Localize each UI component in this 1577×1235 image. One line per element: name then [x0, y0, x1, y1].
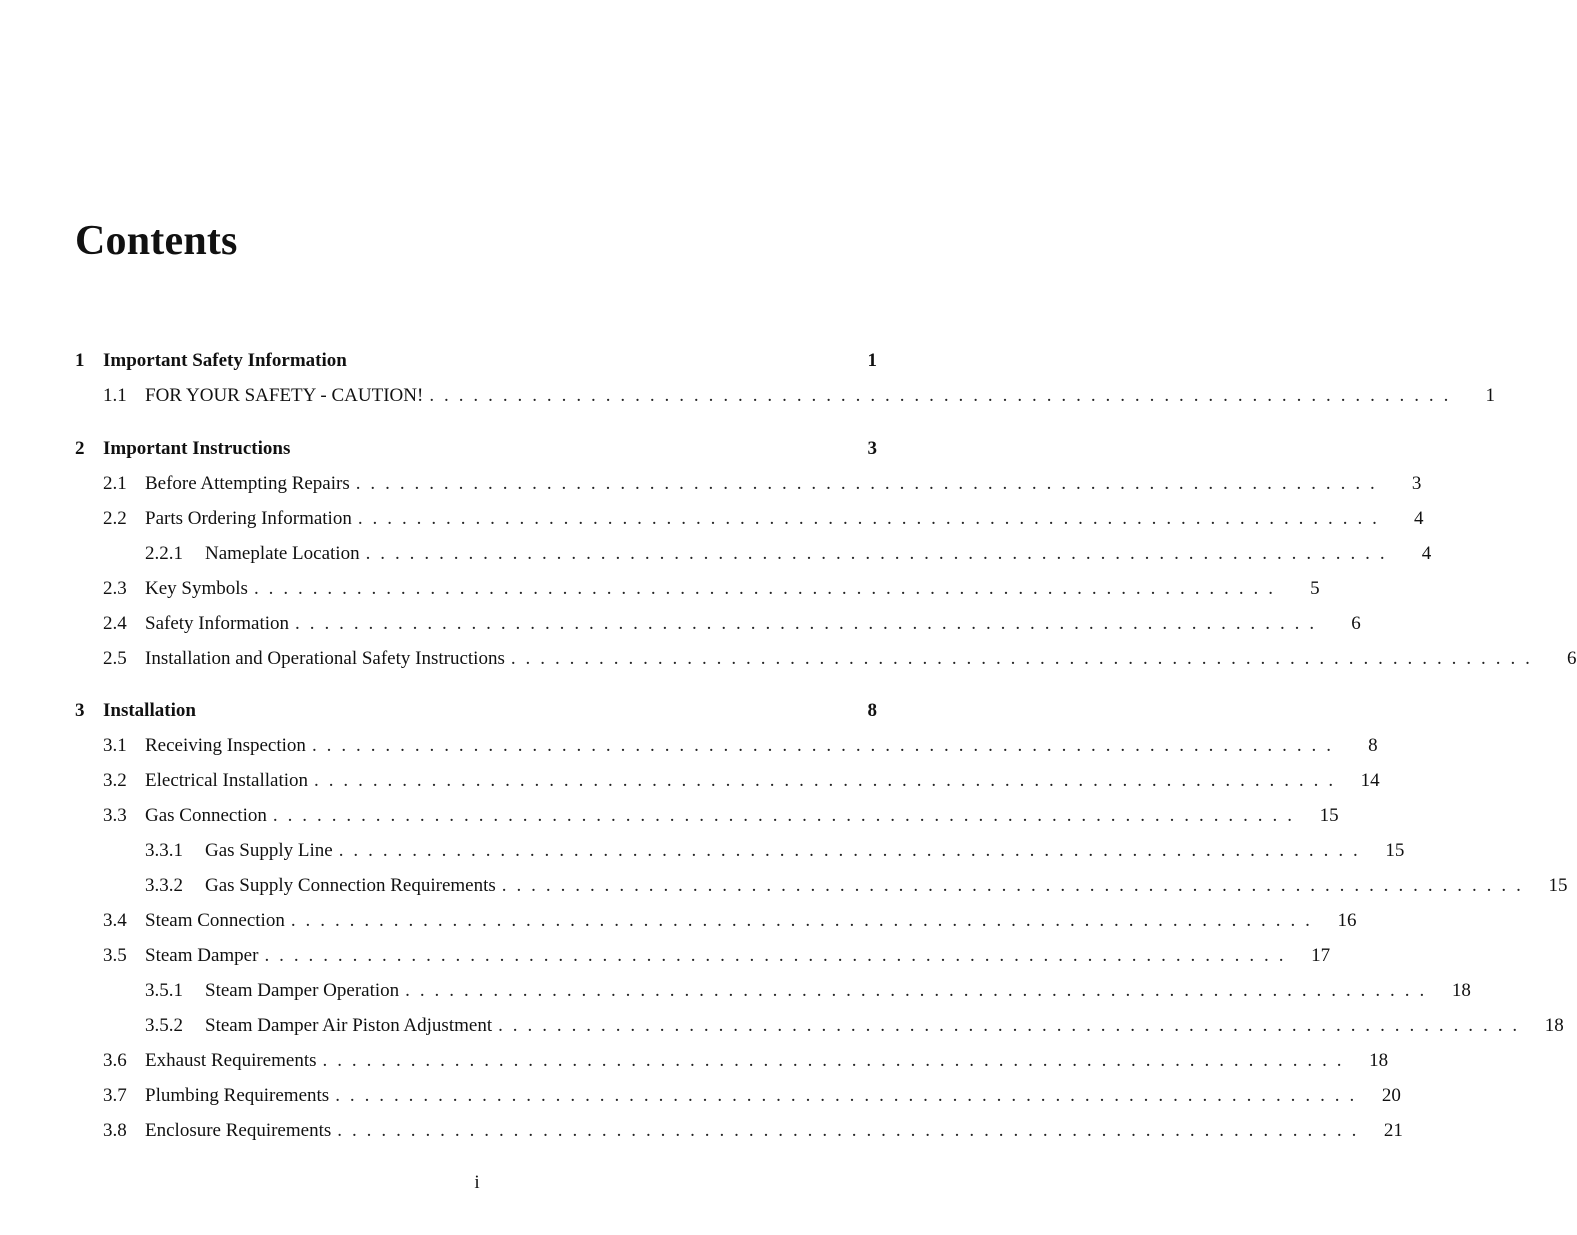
toc-entry-page: 8: [1368, 735, 1378, 756]
toc-entry-page: 1: [1485, 385, 1495, 406]
dot-leader: [306, 728, 1334, 763]
toc-entry-page: 15: [1319, 805, 1339, 826]
toc-entry-title: Safety Information: [145, 613, 290, 634]
toc-section-entry[interactable]: [75, 641, 1577, 676]
toc-entry-number: 3.7: [103, 1085, 127, 1106]
toc-entry-title: Gas Supply Line: [205, 840, 333, 861]
toc-entry-title: Receiving Inspection: [145, 735, 306, 756]
toc-entry-title: Important Instructions: [103, 438, 291, 459]
toc-entry-number: 1.1: [103, 385, 127, 406]
toc-entry-number: 3.6: [103, 1050, 127, 1071]
toc-section-entry[interactable]: [75, 606, 1361, 641]
dot-leader: [423, 378, 1451, 413]
toc-entry-title: Before Attempting Repairs: [145, 473, 350, 494]
dot-leader: [331, 1113, 1359, 1148]
toc-entry-number: 3.5: [103, 945, 127, 966]
toc-entry-title: Steam Damper Operation: [205, 980, 400, 1001]
toc-section-entry[interactable]: [75, 938, 1331, 973]
dot-leader: [329, 1078, 1357, 1113]
toc-entry-page: 21: [1383, 1120, 1403, 1141]
toc-entry-number: 3.8: [103, 1120, 127, 1141]
toc-entry-number: 3: [75, 700, 85, 721]
toc-entry-number: 3.3.1: [145, 840, 183, 861]
toc-entry-number: 3.1: [103, 735, 127, 756]
toc-section-entry[interactable]: [75, 728, 1378, 763]
dot-leader: [248, 571, 1276, 606]
toc-entry-number: 3.3.2: [145, 875, 183, 896]
dot-leader: [267, 798, 1295, 833]
toc-section-entry[interactable]: [75, 466, 1422, 501]
toc-entry-title: FOR YOUR SAFETY - CAUTION!: [145, 385, 424, 406]
toc-entry-title: Steam Damper: [145, 945, 259, 966]
toc-entry-number: 2.1: [103, 473, 127, 494]
toc-entry-number: 3.5.1: [145, 980, 183, 1001]
toc-entry-number: 2.4: [103, 613, 127, 634]
toc-entry-page: 20: [1381, 1085, 1401, 1106]
dot-leader: [258, 938, 1286, 973]
toc-subsection-entry[interactable]: [75, 833, 1405, 868]
toc-entry-title: Nameplate Location: [205, 543, 360, 564]
dot-leader: [350, 466, 1378, 501]
toc-entry-title: Electrical Installation: [145, 770, 309, 791]
toc-entry-page: 17: [1311, 945, 1331, 966]
toc-chapter-entry[interactable]: [75, 343, 877, 378]
table-of-contents: [75, 343, 1577, 1148]
toc-entry-page: 18: [1369, 1050, 1389, 1071]
toc-entry-number: 3.4: [103, 910, 127, 931]
toc-entry-title: Installation and Operational Safety Instructions: [145, 648, 505, 669]
toc-entry-page: 16: [1337, 910, 1357, 931]
toc-entry-page: 18: [1451, 980, 1471, 1001]
toc-entry-number: 3.5.2: [145, 1015, 183, 1036]
toc-entry-title: Important Safety Information: [103, 350, 347, 371]
toc-entry-number: 3.3: [103, 805, 127, 826]
toc-entry-title: Parts Ordering Information: [145, 508, 352, 529]
toc-entry-title: Exhaust Requirements: [145, 1050, 317, 1071]
dot-leader: [285, 903, 1313, 938]
toc-entry-number: 2.5: [103, 648, 127, 669]
toc-entry-title: Steam Damper Air Piston Adjustment: [205, 1015, 493, 1036]
toc-section-entry[interactable]: [75, 571, 1320, 606]
toc-entry-page: 6: [1567, 648, 1577, 669]
dot-leader: [496, 868, 1524, 903]
toc-entry-title: Gas Supply Connection Requirements: [205, 875, 496, 896]
toc-entry-number: 2.2.1: [145, 543, 183, 564]
toc-entry-page: 4: [1414, 508, 1424, 529]
dot-leader: [317, 1043, 1345, 1078]
toc-entry-number: 2: [75, 438, 85, 459]
dot-leader: [399, 973, 1427, 1008]
toc-entry-page: 15: [1385, 840, 1405, 861]
toc-subsection-entry[interactable]: [75, 1008, 1564, 1043]
page-number-footer: i: [474, 1172, 480, 1193]
toc-section-entry[interactable]: [75, 501, 1424, 536]
toc-entry-title: Steam Connection: [145, 910, 285, 931]
toc-section-entry[interactable]: [75, 378, 1495, 413]
toc-entry-number: 3.2: [103, 770, 127, 791]
dot-leader: [289, 606, 1317, 641]
page-title: Contents: [75, 218, 238, 264]
toc-entry-number: 2.2: [103, 508, 127, 529]
toc-section-entry[interactable]: [75, 1113, 1403, 1148]
toc-entry-page: 1: [867, 350, 877, 371]
toc-entry-page: 14: [1360, 770, 1380, 791]
dot-leader: [333, 833, 1361, 868]
dot-leader: [308, 763, 1336, 798]
toc-entry-title: Key Symbols: [145, 578, 248, 599]
dot-leader: [505, 641, 1533, 676]
dot-leader: [492, 1008, 1520, 1043]
toc-section-entry[interactable]: [75, 763, 1380, 798]
toc-section-entry[interactable]: [75, 1043, 1389, 1078]
toc-entry-page: 18: [1544, 1015, 1564, 1036]
toc-entry-title: Gas Connection: [145, 805, 267, 826]
toc-entry-page: 5: [1310, 578, 1320, 599]
toc-entry-number: 2.3: [103, 578, 127, 599]
toc-subsection-entry[interactable]: [75, 536, 1432, 571]
toc-entry-title: Plumbing Requirements: [145, 1085, 330, 1106]
toc-entry-title: Installation: [103, 700, 196, 721]
dot-leader: [352, 501, 1380, 536]
toc-entry-title: Enclosure Requirements: [145, 1120, 332, 1141]
toc-section-entry[interactable]: [75, 903, 1357, 938]
toc-entry-page: 8: [867, 700, 877, 721]
toc-entry-number: 1: [75, 350, 85, 371]
toc-subsection-entry[interactable]: [75, 973, 1471, 1008]
toc-entry-page: 3: [1411, 473, 1422, 494]
toc-entry-page: 6: [1351, 613, 1361, 634]
toc-section-entry[interactable]: [75, 798, 1339, 833]
toc-chapter-entry[interactable]: [75, 693, 877, 728]
toc-entry-page: 4: [1421, 543, 1432, 564]
toc-subsection-entry[interactable]: [75, 868, 1568, 903]
toc-chapter-entry[interactable]: [75, 431, 877, 466]
dot-leader: [360, 536, 1388, 571]
toc-entry-page: 15: [1548, 875, 1568, 896]
toc-entry-page: 3: [867, 438, 877, 459]
toc-section-entry[interactable]: [75, 1078, 1401, 1113]
